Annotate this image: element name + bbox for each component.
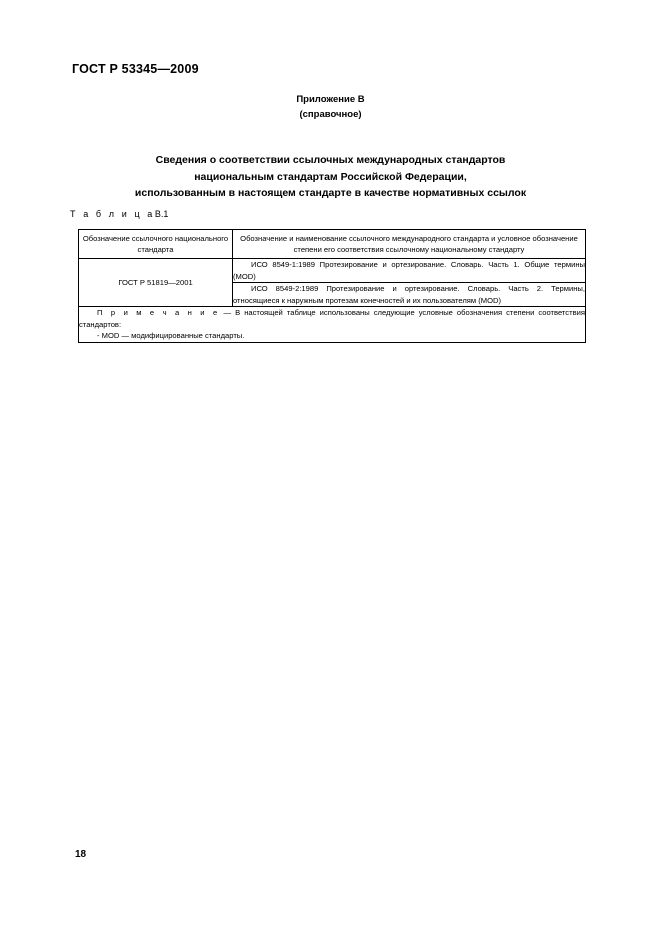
table-caption-label: Т а б л и ц а: [70, 209, 155, 219]
cell-international-standard-1: [233, 259, 586, 283]
page-title-line-2: национальным стандартам Российской Федерации,: [194, 170, 467, 183]
page-title: [60, 152, 601, 202]
table-note-label: П р и м е ч а н и е: [97, 308, 220, 317]
cell-national-standard: ГОСТ Р 51819—2001: [79, 259, 233, 307]
standard-header: ГОСТ Р 53345—2009: [72, 62, 199, 76]
cell-international-standard-2: [233, 283, 586, 307]
table-note-item: - MOD — модифицированные стандарты.: [97, 331, 245, 340]
table-note-paragraph: [79, 307, 585, 330]
cell-international-standard-2-text: ИСО 8549-2:1989 Протезирование и ортезирование. Словарь. Часть 2. Термины, относящиеся к наружным протезам конечностей и их пользователям (MOD): [233, 284, 585, 305]
table-note-body: — В настоящей таблице использованы следующие условные обозначения степени соответствия стандартов:: [79, 308, 585, 329]
page-title-line-1: Сведения о соответствии ссылочных международных стандартов: [155, 154, 506, 166]
table-header-national: Обозначение ссылочного национального стандарта: [79, 230, 233, 259]
appendix-caption: [0, 92, 661, 122]
page-number: 18: [75, 849, 87, 860]
reference-standards-table: [78, 229, 586, 343]
table-caption-number: В.1: [154, 209, 169, 219]
page-title-line-3: использованным в настоящем стандарте в качестве нормативных ссылок: [134, 187, 527, 199]
table-header-international: Обозначение и наименование ссылочного международного стандарта и условное обозначение степени его соответствия ссылочному национальному стандарту: [233, 230, 586, 259]
appendix-type: (справочное): [299, 109, 362, 120]
table-note-row: [79, 307, 586, 343]
table-caption: [70, 209, 168, 219]
appendix-label: Приложение В: [296, 94, 365, 105]
cell-international-standard-1-text: ИСО 8549-1:1989 Протезирование и ортезирование. Словарь. Часть 1. Общие термины (MOD): [233, 260, 585, 281]
table-row: [79, 259, 586, 283]
table-note: [79, 307, 586, 343]
table-header-row: [79, 230, 586, 259]
